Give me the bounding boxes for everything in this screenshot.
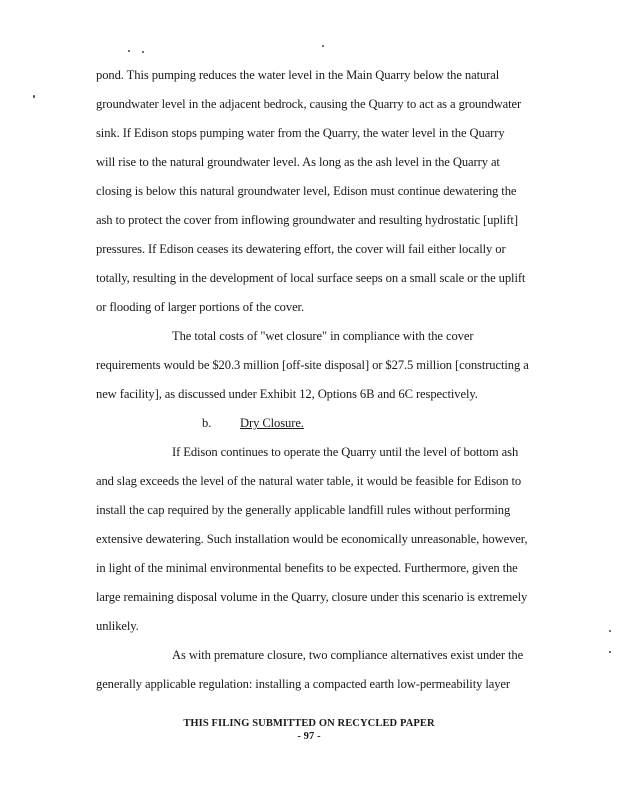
recycled-paper-notice: THIS FILING SUBMITTED ON RECYCLED PAPER [183, 718, 435, 729]
paragraph-first-line: The total costs of "wet closure" in compliance with the cover [172, 329, 474, 343]
body-line: requirements would be $20.3 million [off-site disposal] or $27.5 million [constructing a [96, 358, 529, 372]
body-line: install the cap required by the generally applicable landfill rules without performing [96, 503, 511, 517]
body-line: extensive dewatering. Such installation would be economically unreasonable, however, [96, 532, 528, 546]
paragraph-first-line: As with premature closure, two compliance alternatives exist under the [172, 648, 524, 662]
body-line: new facility], as discussed under Exhibit 12, Options 6B and 6C respectively. [96, 387, 478, 401]
subheading-dry-closure [202, 416, 304, 430]
body-line: or flooding of larger portions of the cover. [96, 300, 305, 314]
scan-speck [609, 630, 611, 632]
body-line: in light of the minimal environmental benefits to be expected. Furthermore, given the [96, 561, 518, 575]
body-line: groundwater level in the adjacent bedrock, causing the Quarry to act as a groundwater [96, 97, 522, 111]
scan-speck [322, 45, 324, 47]
subheading-label: b. [202, 416, 212, 430]
body-line: totally, resulting in the development of local surface seeps on a small scale or the uplift [96, 271, 526, 285]
paragraph-first-line: If Edison continues to operate the Quarry until the level of bottom ash [172, 445, 519, 459]
scan-speck [33, 95, 35, 98]
scan-speck [609, 651, 611, 653]
body-line: will rise to the natural groundwater level. As long as the ash level in the Quarry at [96, 155, 500, 169]
scan-speck [142, 51, 144, 53]
scan-speck [128, 50, 130, 52]
body-line: sink. If Edison stops pumping water from the Quarry, the water level in the Quarry [96, 126, 505, 140]
subheading-title: Dry Closure. [240, 416, 304, 430]
body-line: large remaining disposal volume in the Quarry, closure under this scenario is extremely [96, 590, 528, 604]
body-line: ash to protect the cover from inflowing groundwater and resulting hydrostatic [uplift] [96, 213, 518, 227]
body-line: pond. This pumping reduces the water level in the Main Quarry below the natural [96, 68, 500, 82]
body-line: closing is below this natural groundwater level, Edison must continue dewatering the [96, 184, 517, 198]
body-line: unlikely. [96, 619, 139, 633]
page-number: - 97 - [297, 731, 321, 742]
body-line: generally applicable regulation: installing a compacted earth low-permeability layer [96, 677, 511, 691]
body-line: and slag exceeds the level of the natural water table, it would be feasible for Edison to [96, 474, 522, 488]
body-line: pressures. If Edison ceases its dewatering effort, the cover will fail either locally or [96, 242, 506, 256]
